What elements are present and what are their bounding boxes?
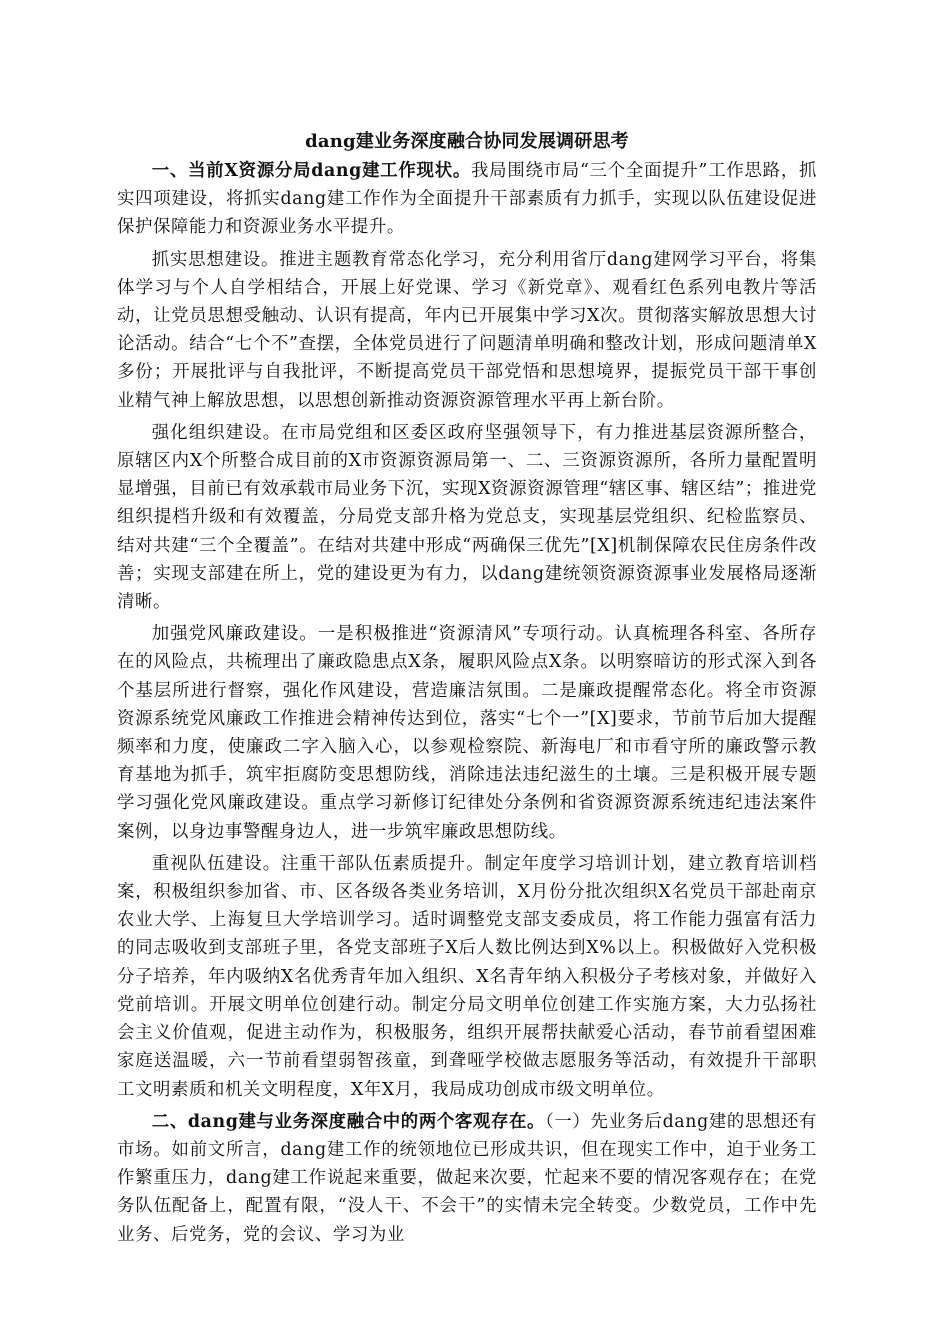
paragraph-text: 重视队伍建设。注重干部队伍素质提升。制定年度学习培训计划，建立教育培训档案，积极组织参加省、市、区各级各类业务培训，X月份分批次组织X名党员干部赴南京农业大学、上海复旦大学培训学习。适时调整党支部支委成员，将工作能力强富有活力的同志吸收到支部班子里，各党支部班子X后人数比例达到X%以上。积极做好入党积极分子培养，年内吸纳X名优秀青年加入组织、X名青年纳入积极分子考核对象，并做好入党前培训。开展文明单位创建行动。制定分局文明单位创建工作实施方案，大力弘扬社会主义价值观，促进主动作为，积极服务，组织开展帮扶献爱心活动，春节前看望困难家庭送温暖，六一节前看望弱智孩童，到聋哑学校做志愿服务等活动，有效提升干部职工文明素质和机关文明程度，X年X月，我局成功创成市级文明单位。 [117, 853, 817, 1100]
document-title: dang建业务深度融合协同发展调研思考 [305, 131, 629, 152]
paragraph-objective-issues [117, 1108, 817, 1249]
document-page [117, 127, 817, 1253]
section-heading-2: 二、dang建与业务深度融合中的两个客观存在。 [151, 1111, 546, 1132]
paragraph-text: （一）先业务后dang建的思想还有市场。如前文所言，dang建工作的统领地位已形成共识，但在现实工作中，迫于业务工作繁重压力，dang建工作说起来重要，做起来次要，忙起来不要的情况客观存在；在党务队伍配备上，配置有限，“没人干、不会干”的实情未完全转变。少数党员，工作中先业务、后党务，党的会议、学习为业 [117, 1111, 817, 1245]
paragraph-text: 抓实思想建设。推进主题教育常态化学习，充分利用省厅dang建网学习平台，将集体学习与个人自学相结合，开展上好党课、学习《新党章》、观看红色系列电教片等活动，让党员思想受触动、认识有提高，年内已开展集中学习X次。贯彻落实解放思想大讨论活动。结合“七个不”查摆，全体党员进行了问题清单明确和整改计划，形成问题清单X多份；开展批评与自我批评，不断提高党员干部党悟和思想境界，提振党员干部干事创业精气神上解放思想，以思想创新推动资源资源管理水平再上新台阶。 [117, 249, 817, 411]
paragraph-team-building [117, 850, 817, 1104]
section-heading-1: 一、当前X资源分局dang建工作现状。 [151, 161, 472, 181]
paragraph-text: 强化组织建设。在市局党组和区委区政府坚强领导下，有力推进基层资源所整合，原辖区内X个所整合成目前的X市资源资源局第一、二、三资源资源所，各所力量配置明显增强，目前已有效承载市局业务下沉，实现X资源资源管理“辖区事、辖区结”；推进党组织提档升级和有效覆盖，分局党支部升格为党总支，实现基层党组织、纪检监察员、结对共建“三个全覆盖”。在结对共建中形成“两确保三优先”[X]机制保障农民住房条件改善；实现支部建在所上，党的建设更为有力，以dang建统领资源资源事业发展格局逐渐清晰。 [117, 422, 817, 613]
paragraph-organization-building [117, 419, 817, 616]
paragraph-text: 我局围绕市局“三个全面提升”工作思路，抓实四项建设，将抓实dang建工作作为全面提升干部素质有力抓手，实现以队伍建设促进保护保障能力和资源业务水平提升。 [117, 161, 817, 238]
paragraph-ideological-building [117, 246, 817, 415]
paragraph-text: 加强党风廉政建设。一是积极推进“资源清风”专项行动。认真梳理各科室、各所存在的风险点，共梳理出了廉政隐患点X条，履职风险点X条。以明察暗访的形式深入到各个基层所进行督察，强化作风建设，营造廉洁氛围。二是廉政提醒常态化。将全市资源资源系统党风廉政工作推进会精神传达到位，落实“七个一”[X]要求，节前节后加大提醒频率和力度，使廉政二字入脑入心，以参观检察院、新海电厂和市看守所的廉政警示教育基地为抓手，筑牢拒腐防变思想防线，消除违法违纪滋生的土壤。三是积极开展专题学习强化党风廉政建设。重点学习新修订纪律处分条例和省资源资源系统违纪违法案件案例，以身边事警醒身边人，进一步筑牢廉政思想防线。 [117, 624, 817, 842]
paragraph-current-status [117, 157, 817, 242]
paragraph-integrity-building [117, 620, 817, 846]
